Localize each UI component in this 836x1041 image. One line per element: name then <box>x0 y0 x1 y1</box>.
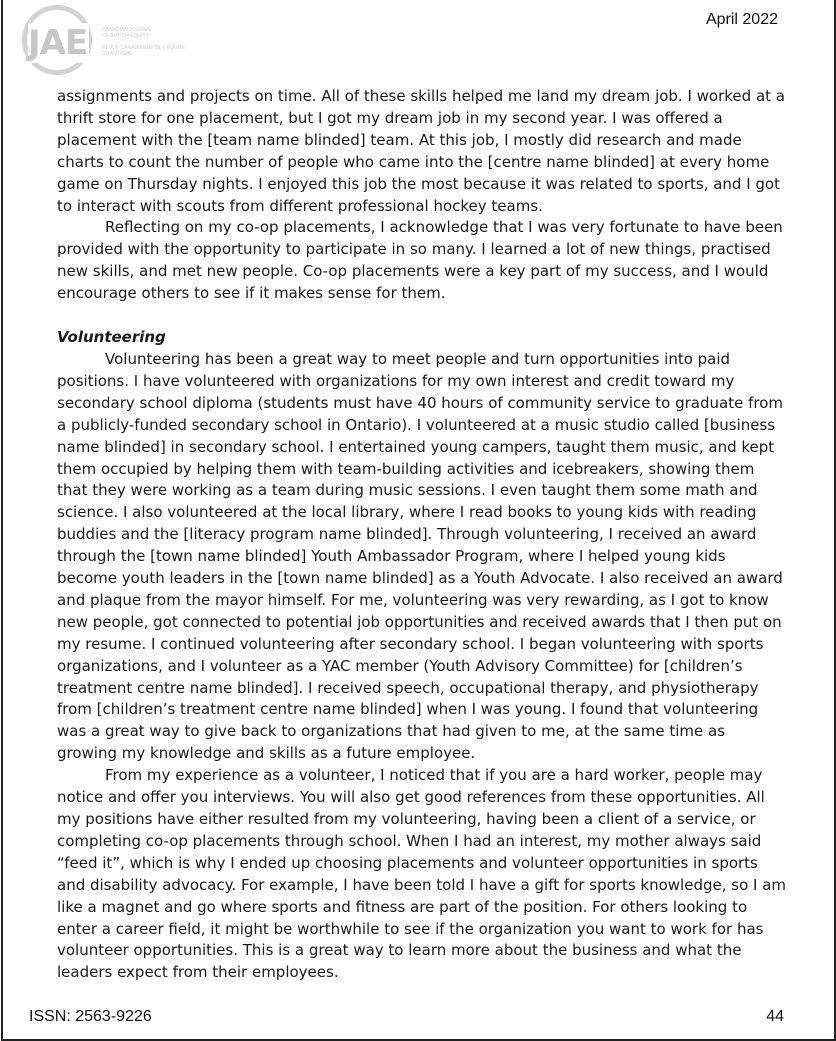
logo-tagline-line: OF AUTISM EQUITY <box>102 33 149 39</box>
issue-date: April 2022 <box>705 11 778 28</box>
section-heading: Volunteering <box>57 328 166 347</box>
logo-tagline-line: CANADIAN JOURNAL <box>102 27 153 33</box>
journal-logo <box>22 5 202 83</box>
logo-tagline-line: EN AUTISME <box>102 51 133 57</box>
article-body <box>57 86 787 984</box>
page-number: 44 <box>766 1008 784 1025</box>
body-paragraph: Volunteering has been a great way to meet people and turn opportunities into paid positions. I have volunteered with organizations for my own interest and credit toward my secondary school diploma (students must have 40 hours of community service to graduate from a publicly-funded secondary school in Ontario). I volunteered at a music studio called [business name blinded] in secondary school. I entertained young campers, taught them music, and kept them occupied by helping them with team-building activities and icebreakers, showing them that they were working as a team during music sessions. I even taught them some math and science. I also volunteered at the local library, where I read books to young kids with reading buddies and the [literacy program name blinded]. Through volunteering, I received an award through the [town name blinded] Youth Ambassador Program, where I helped young kids become youth leaders in the [town name blinded] as a Youth Advocate. I also received an award and plaque from the mayor himself. For me, volunteering was very rewarding, as I got to know new people, got connected to potential job opportunities and received awards that I then put on my resume. I continued volunteering after secondary school. I began volunteering with sports organizations, and I volunteer as a YAC member (Youth Advisory Committee) for [children’s treatment centre name blinded]. I received speech, occupational therapy, and physiotherapy from [children’s treatment centre name blinded] when I was young. I found that volunteering was a great way to give back to organizations that had given to me, at the same time as growing my knowledge and skills as a future employee. <box>57 349 784 763</box>
body-paragraph: From my experience as a volunteer, I noticed that if you are a hard worker, people may notice and offer you interviews. You will also get good references from these opportunities. All my positions have either resulted from my volunteering, having been a client of a service, or completing co-op placements through school. When I had an interest, my mother always said “feed it”, which is why I ended up choosing placements and volunteer opportunities in sports and disability advocacy. For example, I have been told I have a gift for sports knowledge, so I am like a magnet and go where sports and fitness are part of the position. For others looking to enter a career field, it might be worthwhile to see if the organization you want to work for has volunteer opportunities. This is a great way to learn more about the business and what the leaders expect from their employees. <box>57 766 787 982</box>
logo-tagline-line: REVUE CANADIENNE DE L'ÉQUITÉ <box>102 45 186 51</box>
body-paragraph: assignments and projects on time. All of these skills helped me land my dream job. I worked at a thrift store for one placement, but I got my dream job in my second year. I was offered a placement with the [team name blinded] team. At this job, I mostly did research and made charts to count the number of people who came into the [centre name blinded] at every home game on Thursday nights. I enjoyed this job the most because it was related to sports, and I got to interact with scouts from different professional hockey teams. <box>57 87 785 215</box>
body-paragraph: Reflecting on my co-op placements, I acknowledge that I was very fortunate to have been provided with the opportunity to participate in so many. I learned a lot of new things, practised new skills, and met new people. Co-op placements were a key part of my success, and I would encourage others to see if it makes sense for them. <box>57 218 783 303</box>
issn-label: ISSN: 2563-9226 <box>29 1008 152 1025</box>
logo-text: JAE <box>28 23 88 63</box>
